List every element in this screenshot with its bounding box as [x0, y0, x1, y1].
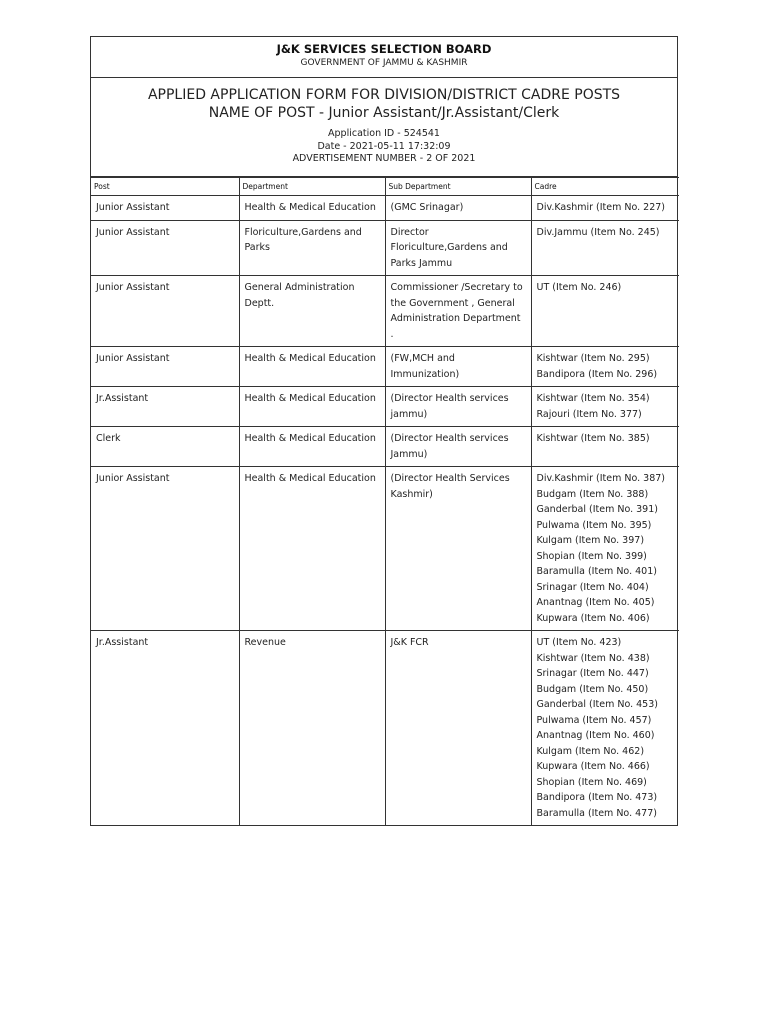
- cell-cadre: [531, 631, 679, 826]
- cadre-item: Pulwama (Item No. 457): [536, 714, 652, 726]
- table-row: [91, 196, 679, 221]
- cadre-item: Kupwara (Item No. 406): [536, 612, 650, 624]
- cadre-item: Ganderbal (Item No. 391): [536, 504, 658, 515]
- column-header-cadre: Cadre: [531, 178, 679, 196]
- cell-sub-department: Commissioner /Secretary to the Government , General Administration Department .: [385, 276, 531, 347]
- table-header-row: [91, 178, 679, 196]
- cell-post: Junior Assistant: [91, 276, 239, 347]
- cell-cadre: [531, 220, 679, 276]
- cell-sub-department: (GMC Srinagar): [385, 196, 531, 221]
- table-row: [91, 631, 679, 826]
- cadre-item: Kulgam (Item No. 462): [536, 745, 645, 757]
- cell-department: Health & Medical Education: [239, 427, 385, 467]
- cadre-item: Kupwara (Item No. 466): [536, 761, 650, 772]
- form-info-block: [91, 78, 677, 177]
- cadre-item: Budgam (Item No. 450): [536, 683, 649, 695]
- cadre-item: Kishtwar (Item No. 385): [536, 433, 650, 444]
- cell-post: Clerk: [91, 427, 239, 467]
- cadre-item: Div.Kashmir (Item No. 387): [536, 473, 666, 484]
- cell-cadre: [531, 467, 679, 631]
- cadre-item: Anantnag (Item No. 460): [536, 730, 655, 741]
- cell-department: Health & Medical Education: [239, 387, 385, 427]
- cell-post: Jr.Assistant: [91, 387, 239, 427]
- table-body: [91, 196, 679, 826]
- cell-cadre: [531, 347, 679, 387]
- cadre-item: Pulwama (Item No. 395): [536, 519, 652, 531]
- cell-sub-department: (Director Health Services Kashmir): [385, 467, 531, 631]
- cadre-item: Bandipora (Item No. 473): [536, 792, 658, 803]
- application-id: Application ID - 524541: [328, 128, 440, 139]
- cadre-item: Rajouri (Item No. 377): [536, 408, 642, 420]
- cell-post: Jr.Assistant: [91, 631, 239, 826]
- cadre-item: Baramulla (Item No. 401): [536, 566, 657, 577]
- cadre-item: Kishtwar (Item No. 354): [536, 393, 650, 404]
- column-header-sub-department: Sub Department: [385, 178, 531, 196]
- column-header-post: Post: [91, 178, 239, 196]
- cell-post: Junior Assistant: [91, 467, 239, 631]
- cell-department: Health & Medical Education: [239, 196, 385, 221]
- table-row: [91, 276, 679, 347]
- cadre-item: UT (Item No. 423): [536, 637, 622, 648]
- cadre-item: Shopian (Item No. 399): [536, 550, 647, 562]
- cadre-item: Ganderbal (Item No. 453): [536, 699, 658, 710]
- cell-department: Health & Medical Education: [239, 467, 385, 631]
- cadre-item: Div.Kashmir (Item No. 227): [536, 202, 666, 213]
- form-title: APPLIED APPLICATION FORM FOR DIVISION/DISTRICT CADRE POSTS: [147, 87, 621, 103]
- cell-sub-department: (Director Health services Jammu): [385, 427, 531, 467]
- table-row: [91, 387, 679, 427]
- cell-sub-department: Director Floriculture,Gardens and Parks Jammu: [385, 220, 531, 276]
- cadre-item: Shopian (Item No. 469): [536, 776, 647, 788]
- cadre-item: Budgam (Item No. 388): [536, 488, 649, 500]
- advertisement-number: ADVERTISEMENT NUMBER - 2 OF 2021: [292, 153, 476, 164]
- table-row: [91, 347, 679, 387]
- cadre-item: Srinagar (Item No. 447): [536, 668, 649, 679]
- cadre-item: Kishtwar (Item No. 438): [536, 652, 650, 664]
- cell-department: Floriculture,Gardens and Parks: [239, 220, 385, 276]
- government-name: GOVERNMENT OF JAMMU & KASHMIR: [300, 58, 468, 68]
- cadre-item: Srinagar (Item No. 404): [536, 581, 649, 593]
- cell-sub-department: (Director Health services jammu): [385, 387, 531, 427]
- cell-cadre: [531, 427, 679, 467]
- cell-sub-department: J&K FCR: [385, 631, 531, 826]
- cadre-item: Anantnag (Item No. 405): [536, 597, 655, 608]
- cell-cadre: [531, 196, 679, 221]
- table-row: [91, 220, 679, 276]
- cell-cadre: [531, 276, 679, 347]
- cadre-item: UT (Item No. 246): [536, 282, 622, 293]
- cadre-item: Baramulla (Item No. 477): [536, 807, 657, 819]
- header-block: [91, 37, 677, 78]
- cadre-item: Div.Jammu (Item No. 245): [536, 226, 660, 238]
- applications-table: [91, 177, 679, 825]
- cadre-item: Kulgam (Item No. 397): [536, 535, 645, 546]
- column-header-department: Department: [239, 178, 385, 196]
- cadre-item: Kishtwar (Item No. 295): [536, 353, 650, 364]
- cell-department: Revenue: [239, 631, 385, 826]
- cell-post: Junior Assistant: [91, 196, 239, 221]
- cadre-item: Bandipora (Item No. 296): [536, 368, 658, 380]
- cell-department: Health & Medical Education: [239, 347, 385, 387]
- table-row: [91, 467, 679, 631]
- cell-department: General Administration Deptt.: [239, 276, 385, 347]
- cell-post: Junior Assistant: [91, 220, 239, 276]
- board-name: J&K SERVICES SELECTION BOARD: [276, 42, 492, 56]
- cell-cadre: [531, 387, 679, 427]
- post-name: NAME OF POST - Junior Assistant/Jr.Assistant/Clerk: [208, 105, 560, 121]
- cell-post: Junior Assistant: [91, 347, 239, 387]
- application-date: Date - 2021-05-11 17:32:09: [317, 140, 451, 152]
- application-document: [90, 36, 678, 826]
- table-row: [91, 427, 679, 467]
- cell-sub-department: (FW,MCH and Immunization): [385, 347, 531, 387]
